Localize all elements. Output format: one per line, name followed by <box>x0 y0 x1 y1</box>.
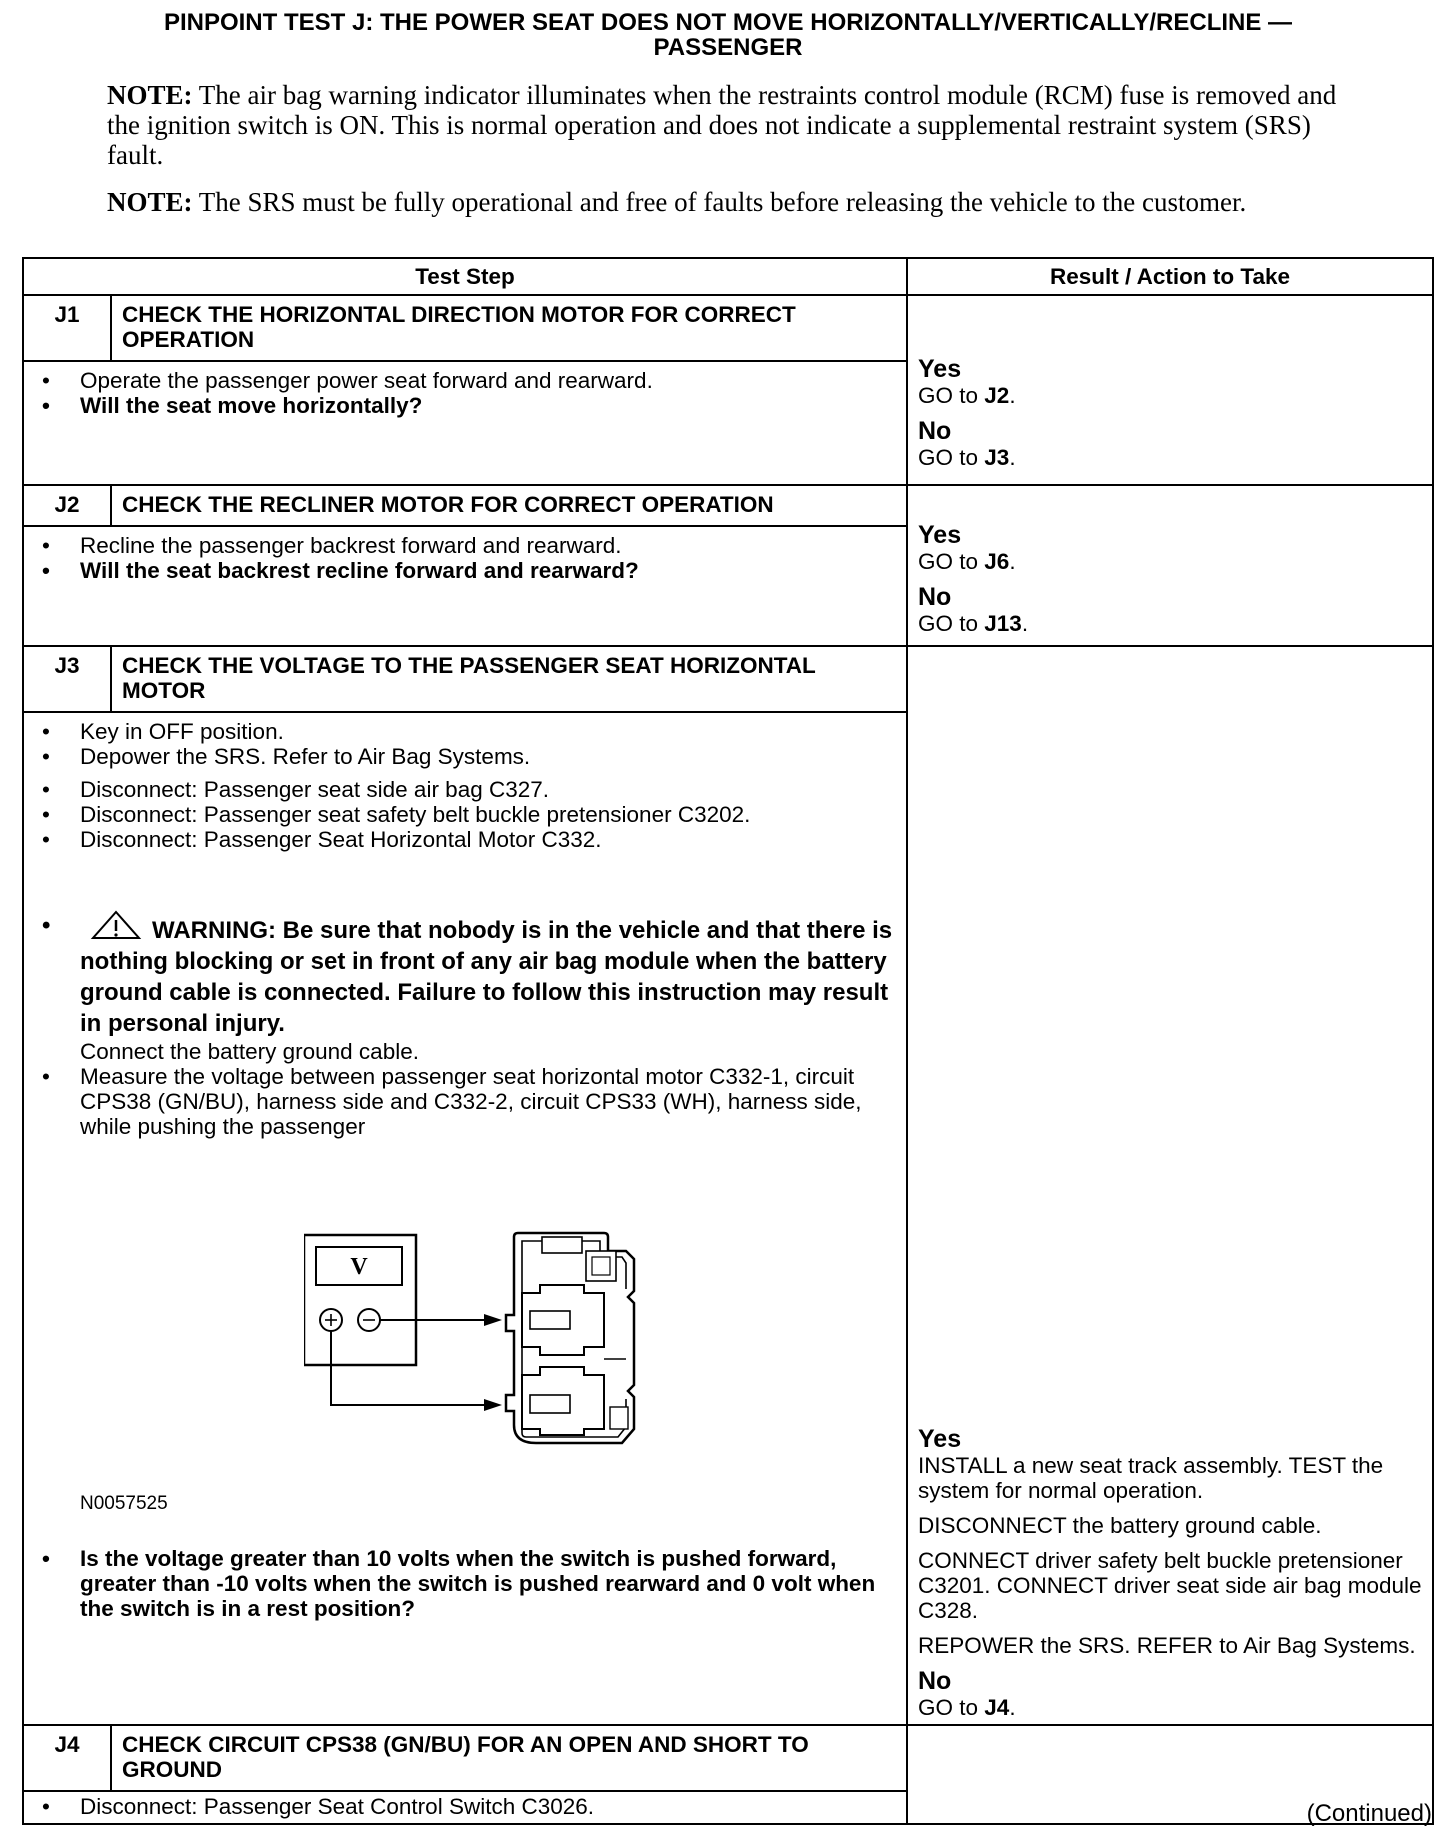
step-title: CHECK CIRCUIT CPS38 (GN/BU) FOR AN OPEN AND SHORT TO GROUND <box>111 1725 907 1791</box>
step-bullet: • Recline the passenger backrest forward and rearward. <box>80 533 896 558</box>
step-id: J3 <box>23 646 111 712</box>
title-line-2: PASSENGER <box>653 34 803 61</box>
step-question: • Will the seat move horizontally? <box>80 393 896 418</box>
warning-icon <box>90 910 142 940</box>
step-bullet: • Disconnect: Passenger Seat Horizontal Motor C332. <box>80 827 896 852</box>
result-yes-action: DISCONNECT the battery ground cable. <box>918 1513 1322 1538</box>
step-bullet: • Disconnect: Passenger seat side air bag C327. <box>80 777 896 802</box>
step-bullet: • Operate the passenger power seat forward and rearward. <box>80 368 896 393</box>
result-yes-action: GO to J2. <box>918 383 1016 408</box>
result-yes-action: INSTALL a new seat track assembly. TEST the system for normal operation. <box>918 1453 1384 1503</box>
result-no-action: GO to J13. <box>918 611 1029 636</box>
step-question: • Will the seat backrest recline forward and rearward? <box>80 558 896 583</box>
step-bullet: • Disconnect: Passenger seat safety belt buckle pretensioner C3202. <box>80 802 896 827</box>
note-srs-operational <box>107 187 1337 217</box>
step-j1-title-row <box>23 295 1433 361</box>
result-no-label: No <box>918 1667 952 1695</box>
step-body <box>23 1791 907 1824</box>
step-j2-title-row <box>23 485 1433 526</box>
step-j3-result <box>907 646 1433 1725</box>
step-id: J1 <box>23 295 111 361</box>
step-title: CHECK THE HORIZONTAL DIRECTION MOTOR FOR CORRECT OPERATION <box>111 295 907 361</box>
note-airbag-indicator <box>107 80 1337 170</box>
table-header-row <box>23 258 1433 295</box>
step-id: J4 <box>23 1725 111 1791</box>
header-test-step: Test Step <box>23 258 907 295</box>
note-label: NOTE: <box>107 187 193 217</box>
step-bullet-text: Connect the battery ground cable. <box>80 1039 419 1064</box>
step-body <box>23 361 907 485</box>
result-yes-label: Yes <box>918 355 962 383</box>
step-bullet: • Key in OFF position. <box>80 719 896 744</box>
result-yes-action: REPOWER the SRS. REFER to Air Bag Systems. <box>918 1633 1416 1658</box>
step-j1-result <box>907 295 1433 485</box>
continued-label: (Continued) <box>1306 1800 1432 1827</box>
voltmeter-display-label: V <box>350 1254 368 1280</box>
result-yes-label: Yes <box>918 521 962 549</box>
step-title: CHECK THE VOLTAGE TO THE PASSENGER SEAT HORIZONTAL MOTOR <box>111 646 907 712</box>
note-label: NOTE: <box>107 80 193 110</box>
warning-bullet <box>80 910 896 1064</box>
step-bullet: • Depower the SRS. Refer to Air Bag Systems. <box>80 744 896 769</box>
step-j3-title-row <box>23 646 1433 712</box>
step-body <box>23 526 907 646</box>
step-j2-result <box>907 485 1433 646</box>
figure-caption: N0057525 <box>80 1493 168 1514</box>
warning-text: WARNING: Be sure that nobody is in the vehicle and that there is nothing blocking or set in front of any air bag module when the battery ground cable is connected. Failure to follow this instruction may result in personal injury. <box>80 917 893 1037</box>
step-j4-title-row <box>23 1725 1433 1791</box>
result-no-action: GO to J4. <box>918 1695 1016 1720</box>
result-yes-label: Yes <box>918 1425 962 1453</box>
page-title <box>0 10 1456 60</box>
note-text: The air bag warning indicator illuminates when the restraints control module (RCM) fuse is removed and the ignition switch is ON. This is normal operation and does not indicate a supplemental restraint system (SRS) fault. <box>107 80 1337 170</box>
step-id: J2 <box>23 485 111 526</box>
header-result: Result / Action to Take <box>907 258 1433 295</box>
step-body <box>23 712 907 1725</box>
result-no-action: GO to J3. <box>918 445 1016 470</box>
voltmeter-connector-diagram <box>304 1229 724 1469</box>
result-yes-action: GO to J6. <box>918 549 1016 574</box>
result-no-label: No <box>918 417 952 445</box>
note-text: The SRS must be fully operational and free of faults before releasing the vehicle to the customer. <box>198 187 1247 217</box>
step-title: CHECK THE RECLINER MOTOR FOR CORRECT OPERATION <box>111 485 907 526</box>
result-yes-action: CONNECT driver safety belt buckle pretensioner C3201. CONNECT driver seat side air bag module C328. <box>918 1548 1422 1623</box>
step-question: • Is the voltage greater than 10 volts when the switch is pushed forward, greater than -10 volts when the switch is pushed rearward and 0 volt when the switch is in a rest position? <box>80 1546 896 1621</box>
step-bullet: • Measure the voltage between passenger seat horizontal motor C332-1, circuit CPS38 (GN/BU), harness side and C332-2, circuit CPS33 (WH), harness side, while pushing the passenger <box>80 1064 896 1139</box>
result-no-label: No <box>918 583 952 611</box>
step-bullet: • Disconnect: Passenger Seat Control Switch C3026. <box>80 1794 896 1819</box>
pinpoint-test-table <box>22 257 1434 1825</box>
title-line-1: PINPOINT TEST J: THE POWER SEAT DOES NOT MOVE HORIZONTALLY/VERTICALLY/RECLINE — <box>163 9 1293 36</box>
